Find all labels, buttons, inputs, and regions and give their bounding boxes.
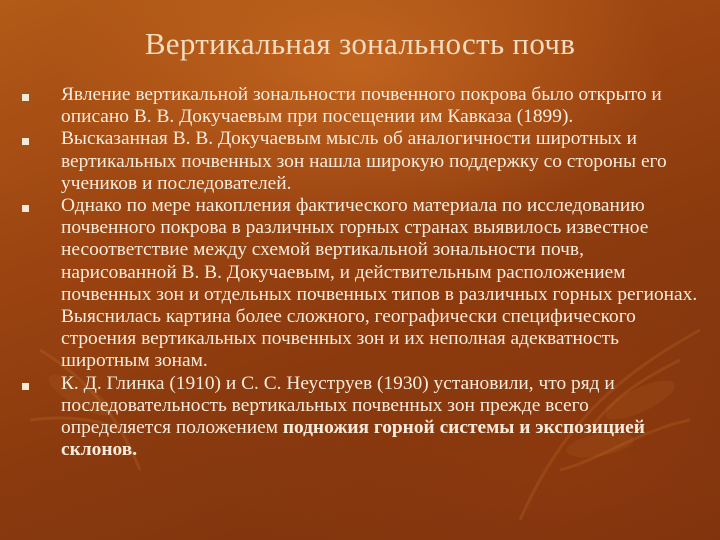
square-bullet-icon: [22, 138, 29, 145]
square-bullet-icon: [22, 383, 29, 390]
square-bullet-icon: [22, 94, 29, 101]
list-item: [22, 373, 702, 462]
list-item-text: Явление вертикальной зональности почвенного покрова было открыто и описано В. В. Докучаевым при посещении им Кавказа (1899).: [61, 84, 662, 128]
square-bullet-icon: [22, 205, 29, 212]
bullet-list: [22, 84, 702, 461]
slide-title: Вертикальная зональность почв: [144, 26, 576, 61]
list-item: [22, 128, 702, 195]
list-item: [22, 84, 702, 128]
list-item: [22, 195, 702, 373]
list-item-text: Однако по мере накопления фактического материала по исследованию почвенного покрова в различных горных странах выявилось известное несоответствие между схемой вертикальной зональности почв, нарисованной В. В. Докучаевым, и действительным расположением почвенных зон и отдельных почвенных типов в различных горных регионах. Выяснилась картина более сложного, географически специфического строения вертикальных почвенных зон и их неполная адекватность широтным зонам.: [61, 195, 698, 372]
list-item-text-with-emphasis: [61, 373, 702, 462]
list-item-text: Высказанная В. В. Докучаевым мысль об аналогичности широтных и вертикальных почвенных зон нашла широкую поддержку со стороны его учеников и последователей.: [61, 128, 667, 194]
emphasis-text: подножия горной системы и экспозицией склонов.: [61, 417, 645, 461]
list-item-text: К. Д. Глинка (1910) и С. С. Неуструев (1930) установили, что ряд и последовательность вертикальных почвенных зон прежде всего определяется положением: [61, 372, 615, 439]
